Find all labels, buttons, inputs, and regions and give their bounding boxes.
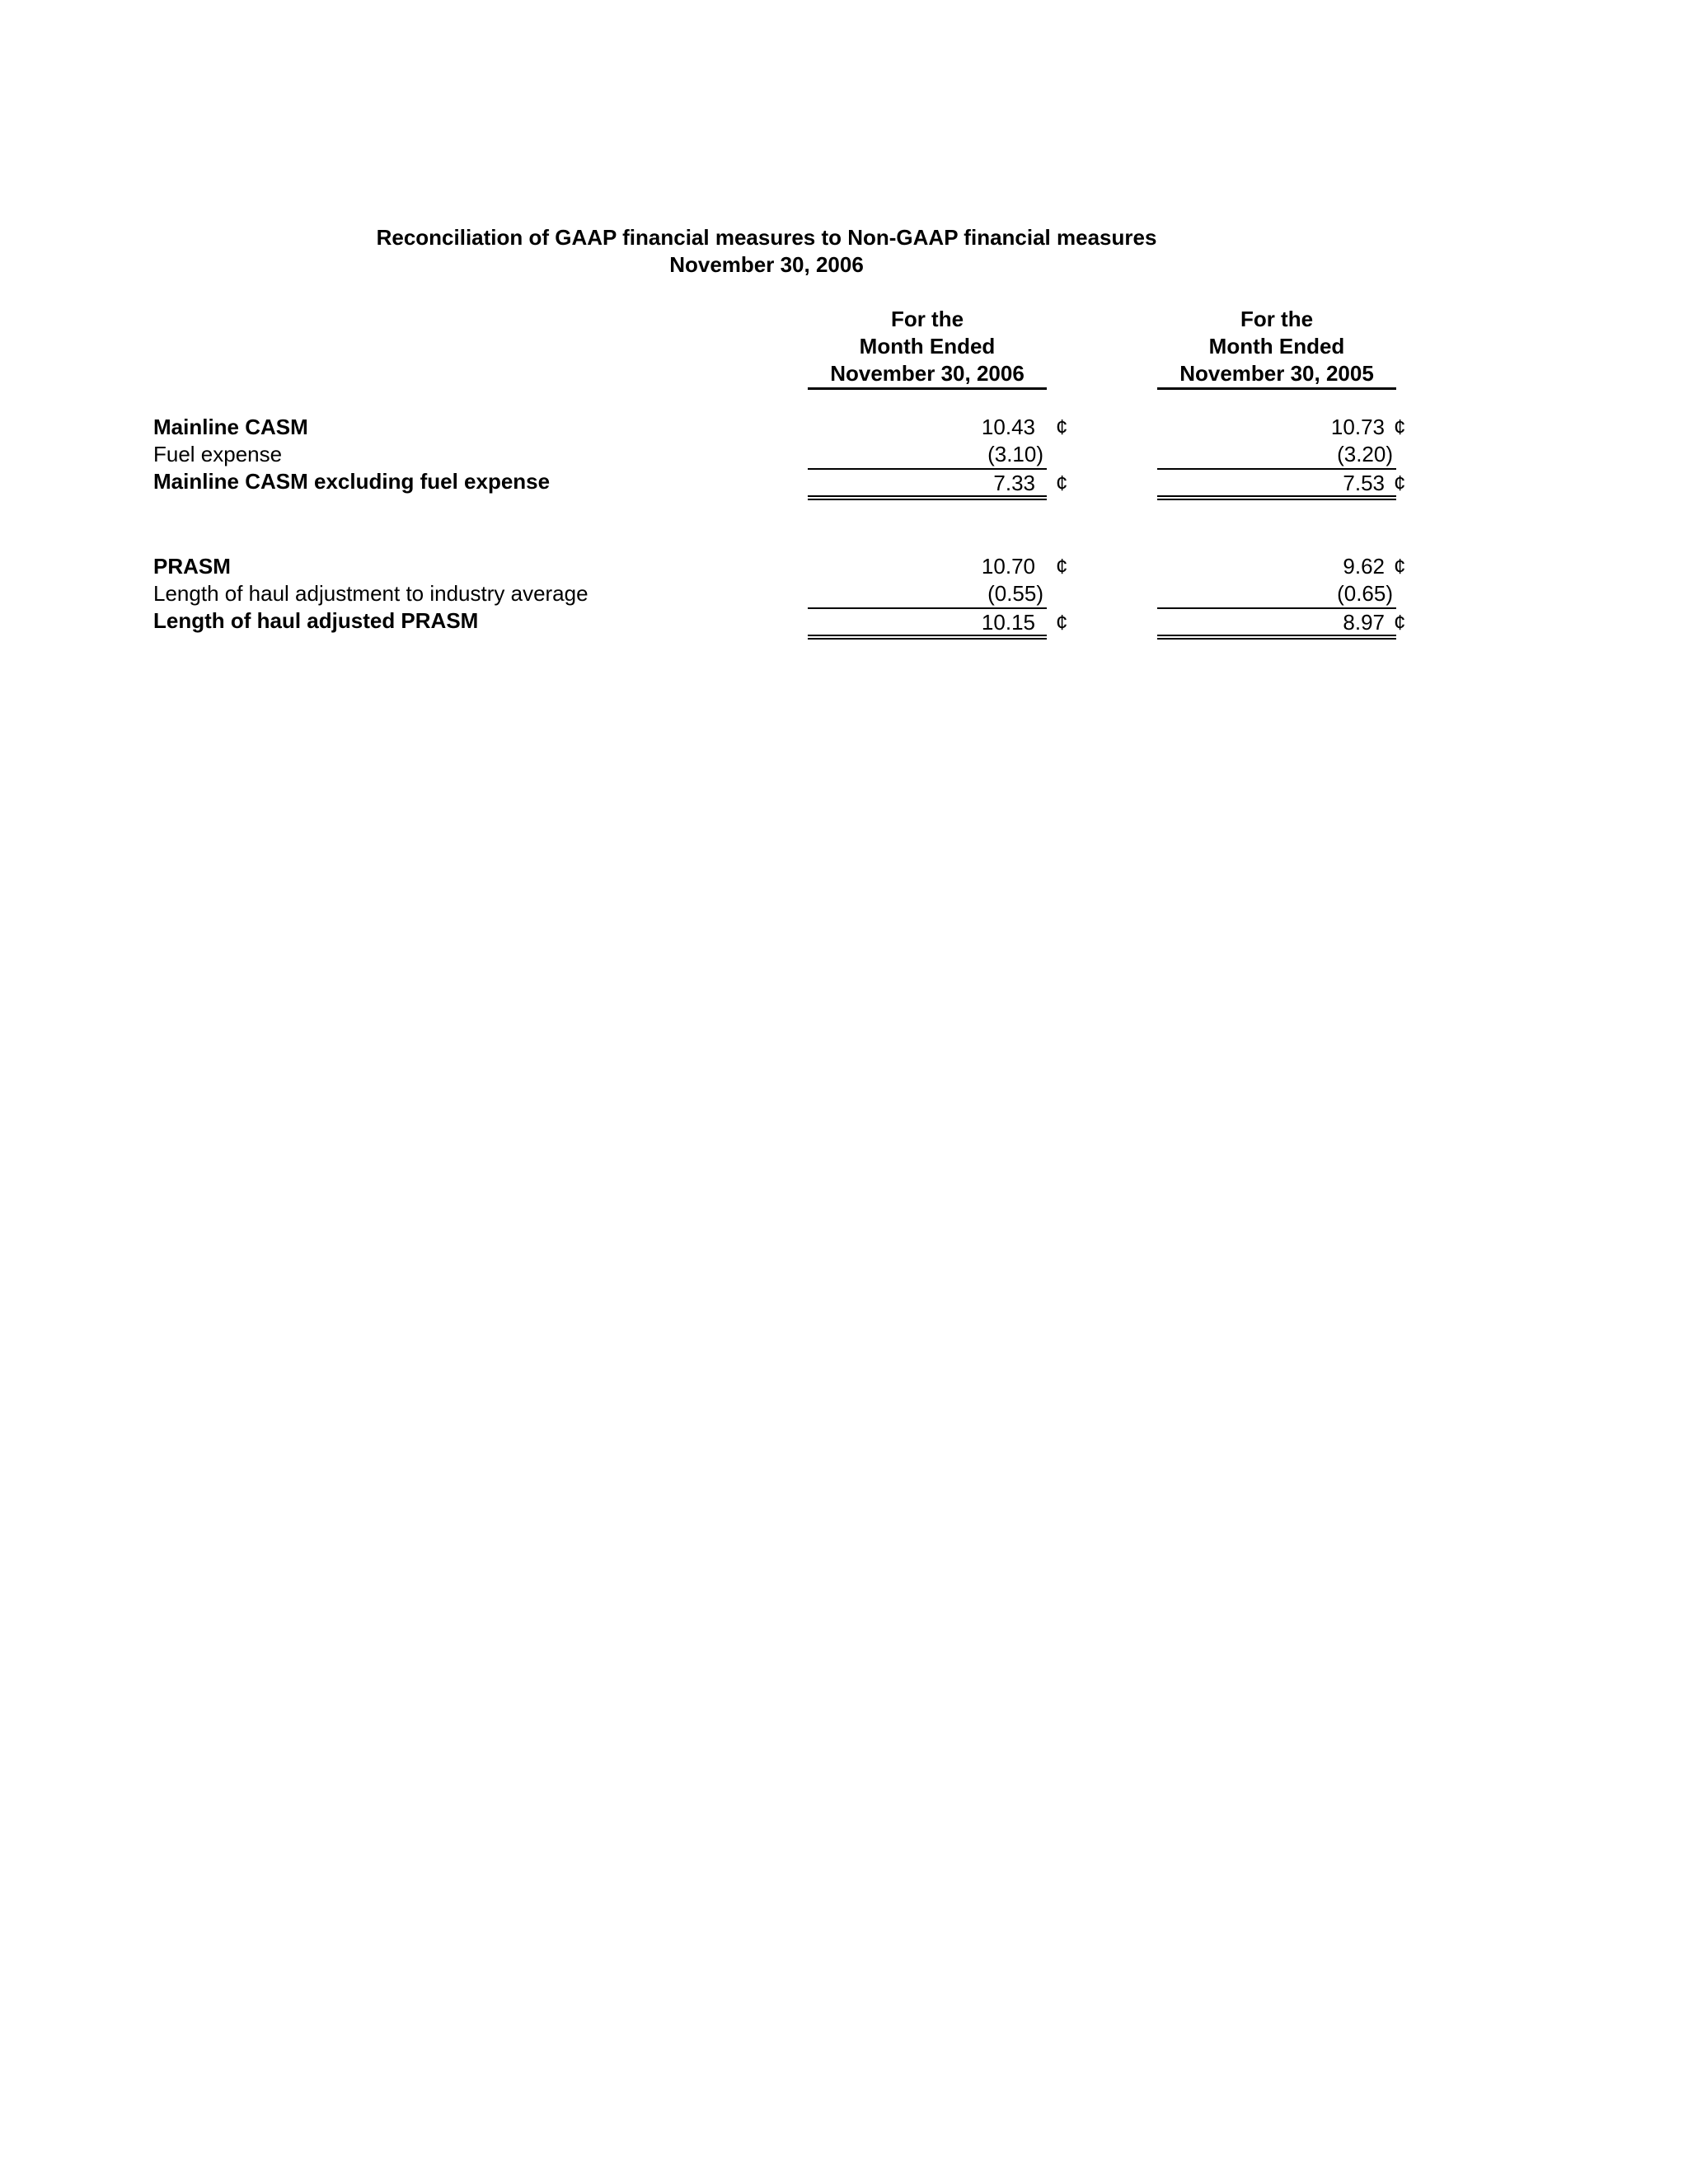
cent-symbol: ¢ — [1056, 471, 1068, 495]
haul-adjusted-prasm-label: Length of haul adjusted PRASM — [153, 608, 479, 633]
fuel-expense-label: Fuel expense — [153, 442, 283, 466]
cent-symbol: ¢ — [1056, 415, 1068, 439]
column-header-line3: November 30, 2005 — [1179, 361, 1374, 386]
prasm-label: PRASM — [153, 554, 231, 579]
fuel-expense-2006: (3.10) — [987, 442, 1043, 466]
mainline-casm-2005: 10.73 — [1330, 415, 1385, 439]
report-title-line1: Reconciliation of GAAP financial measures to Non-GAAP financial measures — [376, 225, 1157, 250]
cent-symbol: ¢ — [1056, 610, 1068, 635]
prasm-2006: 10.70 — [981, 554, 1035, 579]
column-header-2006 — [808, 306, 1047, 390]
cent-symbol: ¢ — [1394, 415, 1406, 439]
haul-adjustment-2005: (0.65) — [1337, 581, 1393, 606]
column-header-line1: For the — [1240, 307, 1314, 331]
casm-excluding-fuel-label: Mainline CASM excluding fuel expense — [153, 469, 551, 494]
casm-excluding-fuel-2006: 7.33 — [808, 468, 1047, 500]
fuel-expense-2005: (3.20) — [1337, 442, 1393, 466]
cent-symbol: ¢ — [1394, 471, 1406, 495]
mainline-casm-2006: 10.43 — [981, 415, 1035, 439]
column-header-line1: For the — [890, 307, 964, 331]
cent-symbol: ¢ — [1056, 554, 1068, 579]
cent-symbol: ¢ — [1394, 610, 1406, 635]
column-header-line2: Month Ended — [859, 334, 996, 359]
casm-excluding-fuel-2005: 7.53 — [1157, 468, 1396, 500]
column-header-line3: November 30, 2006 — [830, 361, 1025, 386]
haul-adjusted-prasm-2006: 10.15 — [808, 607, 1047, 640]
column-header-line2: Month Ended — [1208, 334, 1345, 359]
report-title — [0, 224, 1533, 279]
prasm-2005: 9.62 — [1343, 554, 1385, 579]
haul-adjustment-label: Length of haul adjustment to industry average — [153, 581, 588, 606]
haul-adjusted-prasm-2005: 8.97 — [1157, 607, 1396, 640]
column-header-2005 — [1157, 306, 1396, 390]
haul-adjustment-2006: (0.55) — [987, 581, 1043, 606]
mainline-casm-label: Mainline CASM — [153, 415, 308, 439]
report-date: November 30, 2006 — [669, 252, 864, 277]
cent-symbol: ¢ — [1394, 554, 1406, 579]
